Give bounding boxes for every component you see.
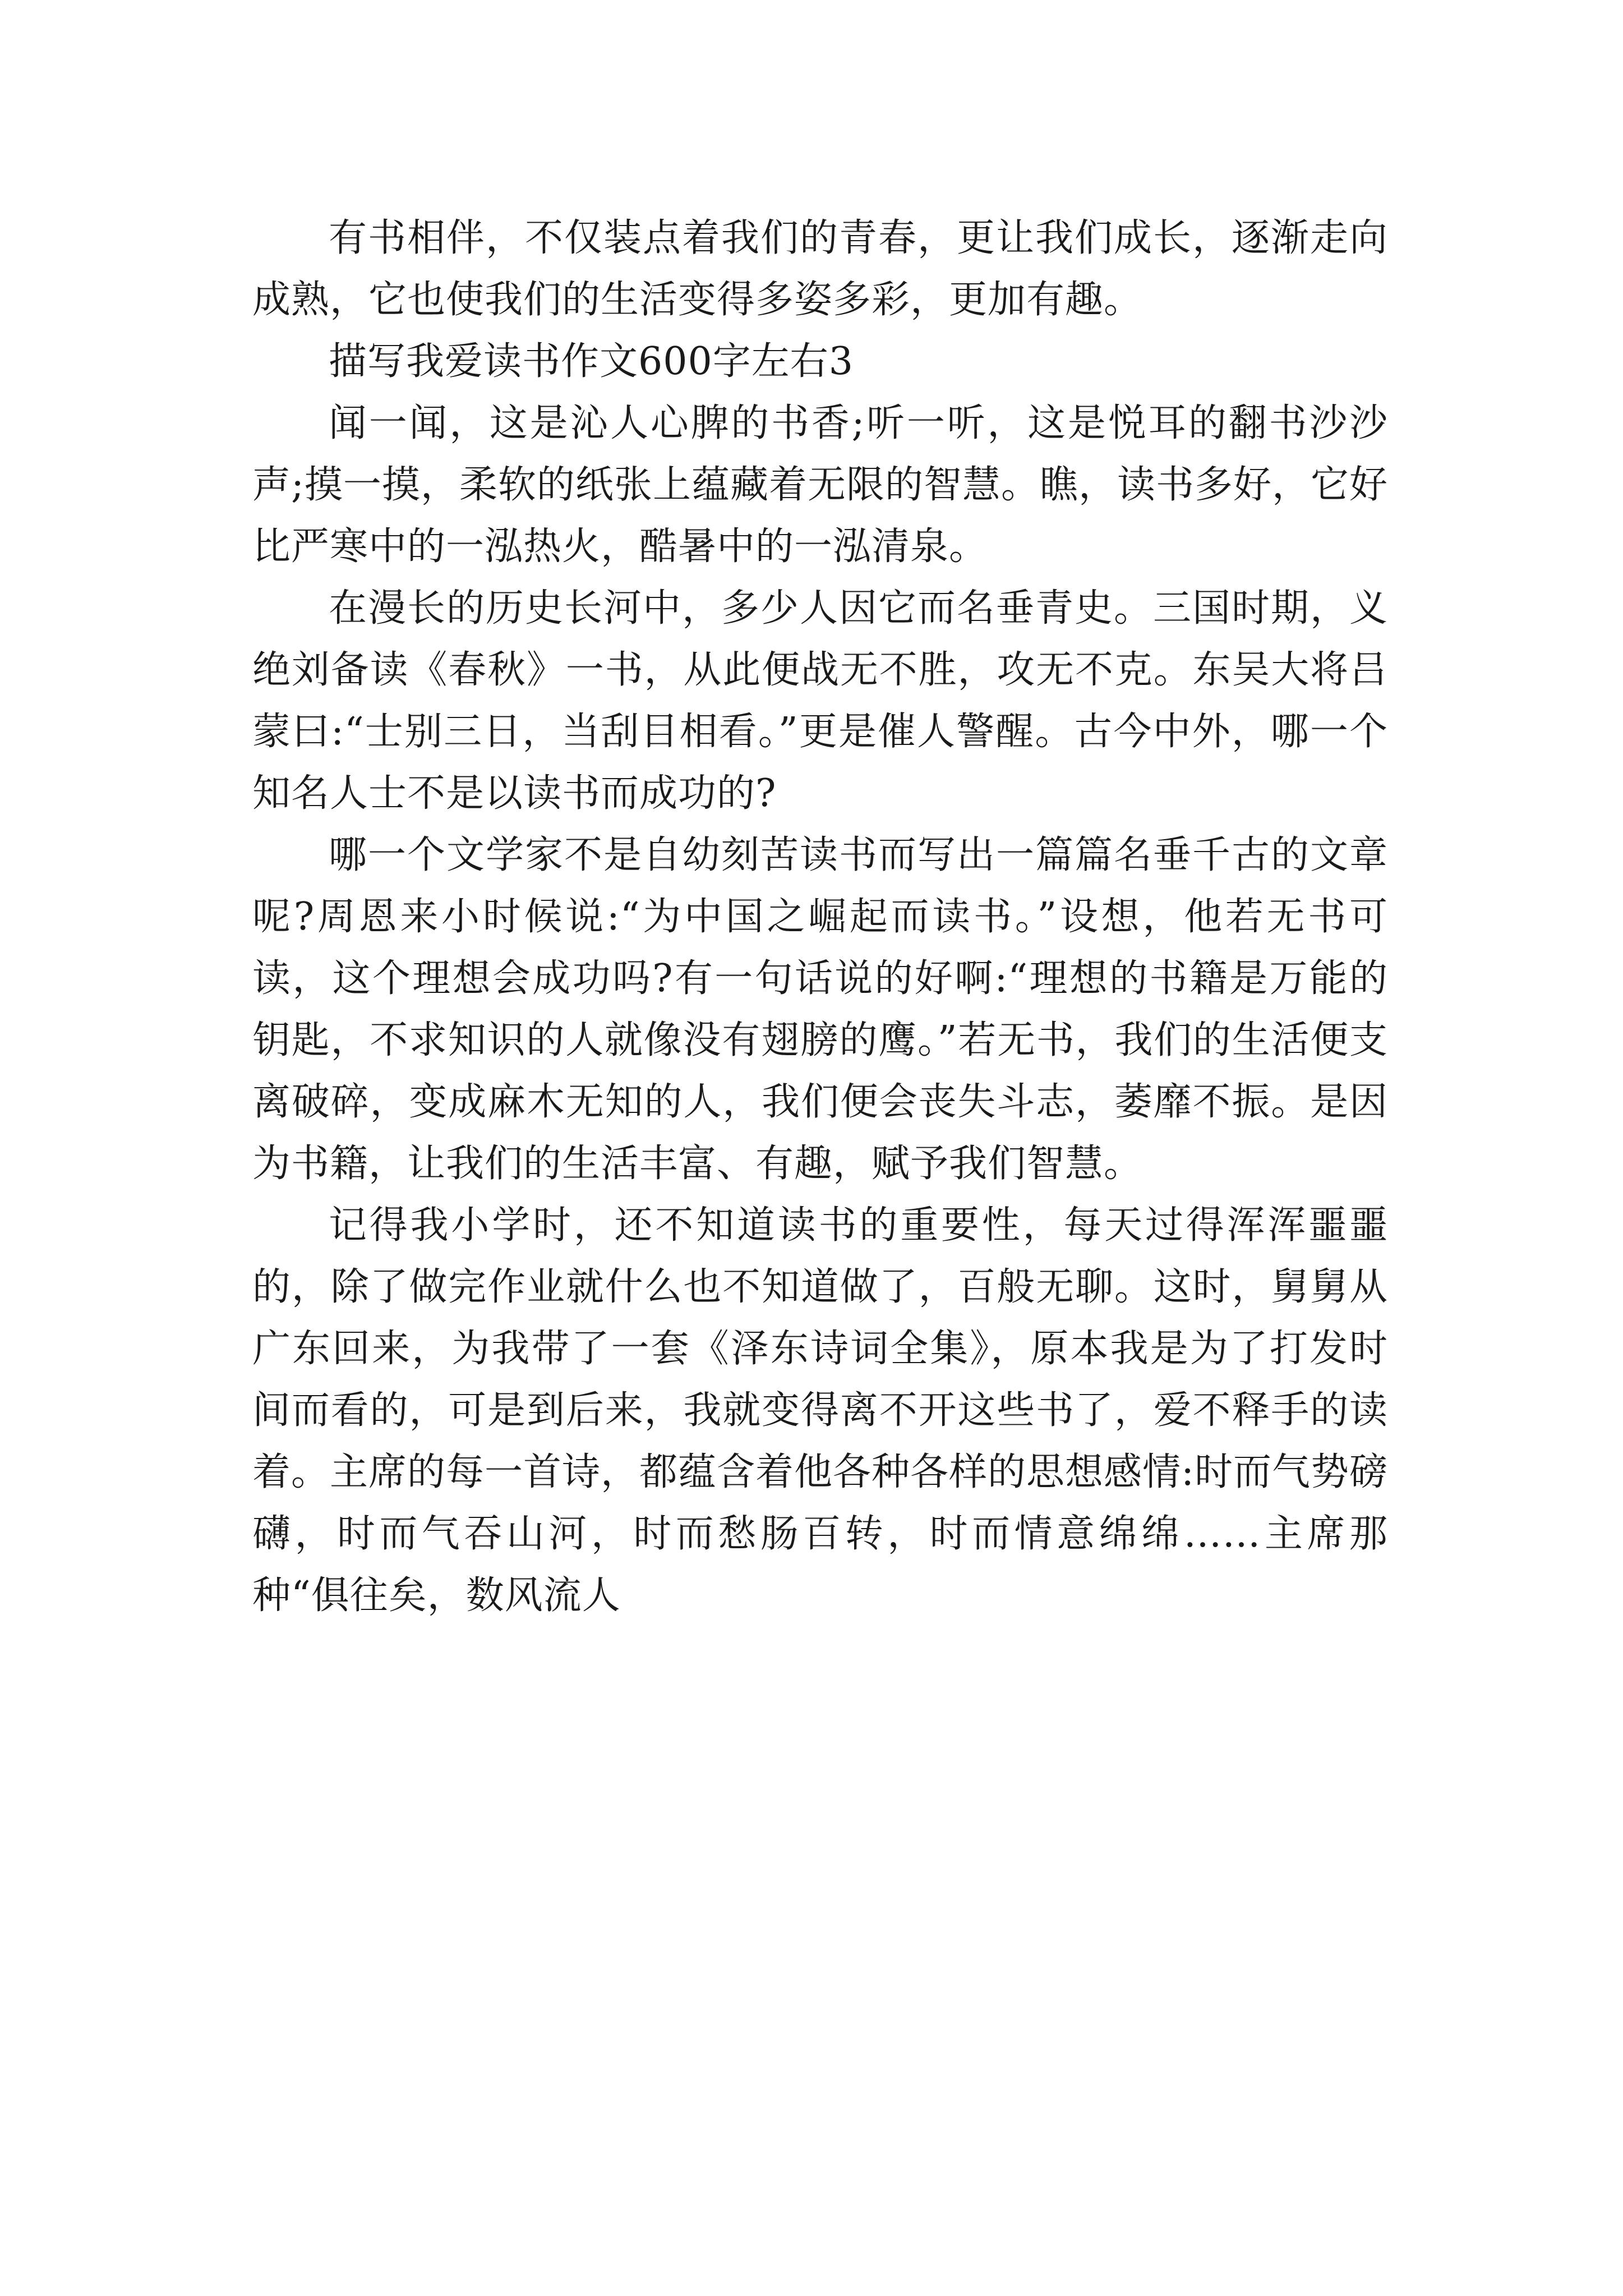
document-body: [252, 208, 1388, 1627]
section-heading: 描写我爱读书作文600字左右3: [329, 339, 854, 384]
paragraph-childhood: 记得我小学时，还不知道读书的重要性，每天过得浑浑噩噩的，除了做完作业就什么也不知道做了，百般无聊。这时，舅舅从广东回来，为我带了一套《泽东诗词全集》，原本我是为了打发时间而看的，可是到后来，我就变得离不开这些书了，爱不释手的读着。主席的每一首诗，都蕴含着他各种各样的思想感情:时而气势磅礴，时而气吞山河，时而愁肠百转，时而情意绵绵……主席那种“俱往矣，数风流人: [252, 1203, 1388, 1618]
paragraph-senses: 闻一闻，这是沁人心脾的书香;听一听，这是悦耳的翻书沙沙声;摸一摸，柔软的纸张上蕴藏着无限的智慧。瞧，读书多好，它好比严寒中的一泓热火，酷暑中的一泓清泉。: [252, 401, 1388, 569]
paragraph-history: 在漫长的历史长河中，多少人因它而名垂青史。三国时期，义绝刘备读《春秋》一书，从此便战无不胜，攻无不克。东吴大将吕蒙曰:“士别三日，当刮目相看。”更是催人警醒。古今中外，哪一个知名人士不是以读书而成功的?: [252, 586, 1388, 816]
paragraph-writers: 哪一个文学家不是自幼刻苦读书而写出一篇篇名垂千古的文章呢?周恩来小时候说:“为中国之崛起而读书。”设想，他若无书可读，这个理想会成功吗?有一句话说的好啊:“理想的书籍是万能的钥匙，不求知识的人就像没有翅膀的鹰。”若无书，我们的生活便支离破碎，变成麻木无知的人，我们便会丧失斗志，萎靡不振。是因为书籍，让我们的生活丰富、有趣，赋予我们智慧。: [252, 833, 1388, 1186]
paragraph-intro-closing: 有书相伴，不仅装点着我们的青春，更让我们成长，逐渐走向成熟，它也使我们的生活变得多姿多彩，更加有趣。: [252, 216, 1388, 322]
